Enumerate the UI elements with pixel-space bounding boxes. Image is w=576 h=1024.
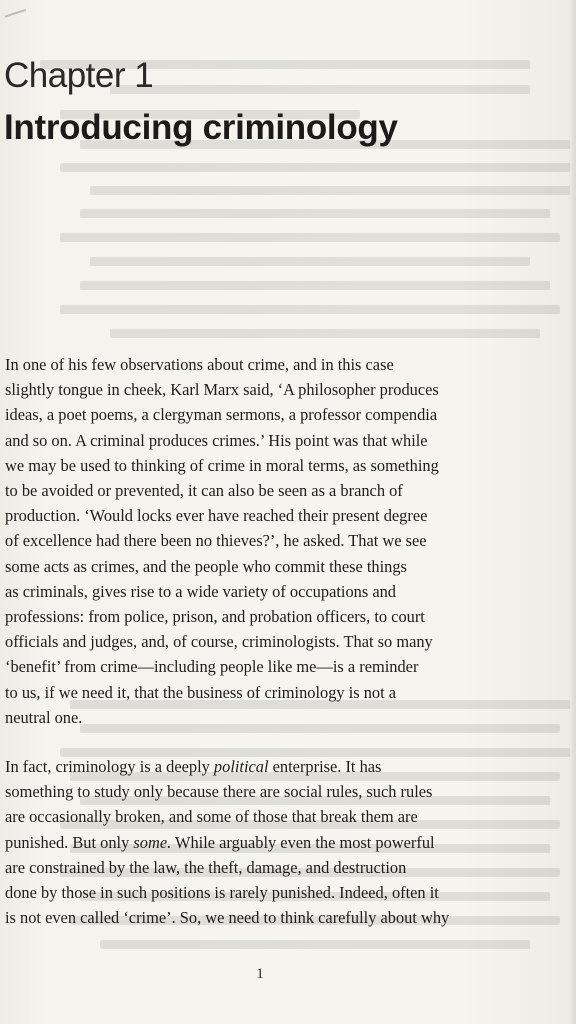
text-line	[5, 402, 511, 427]
show-through-line	[90, 257, 530, 266]
text-line	[5, 579, 511, 604]
show-through-line	[60, 305, 560, 314]
show-through-line	[100, 940, 530, 949]
text-line	[5, 428, 511, 453]
corner-mark	[5, 9, 30, 27]
text-line	[5, 478, 511, 503]
text-run: is not even called ‘crime’. So, we need to think carefully about why	[5, 908, 450, 928]
text-line	[5, 629, 511, 654]
text-run: are constrained by the law, the theft, damage, and destruction	[5, 857, 407, 877]
text-run: done by those in such positions is rarely punished. Indeed, often it	[5, 883, 439, 903]
text-line	[5, 528, 511, 553]
text-run: are occasionally broken, and some of those that break them are	[5, 807, 418, 827]
show-through-line	[90, 186, 570, 195]
show-through-line	[110, 85, 530, 94]
text-run: slightly tongue in cheek, Karl Marx said, ‘A philosopher produces	[5, 380, 439, 400]
text-run: neutral one.	[5, 707, 83, 727]
text-run: In fact, criminology is a deeply	[5, 757, 214, 776]
text-run: of excellence had there been no thieves?’, he asked. That we see	[5, 531, 427, 551]
text-run: some acts as crimes, and the people who commit these things	[5, 556, 407, 576]
text-run: we may be used to thinking of crime in moral terms, as something	[5, 455, 439, 475]
text-run: enterprise. It has	[268, 757, 382, 776]
show-through-line	[80, 209, 550, 218]
italic-run: some.	[133, 832, 172, 852]
text-line	[5, 855, 511, 880]
italic-run: political	[213, 757, 269, 776]
text-run: punished. But only	[5, 832, 134, 852]
show-through-line	[80, 281, 550, 290]
show-through-line	[60, 163, 570, 172]
show-through-line	[60, 233, 560, 242]
text-run: While arguably even the most powerful	[171, 832, 435, 852]
text-run: as criminals, gives rise to a wide variety of occupations and	[5, 581, 396, 601]
text-line	[5, 779, 511, 804]
text-line	[5, 377, 511, 402]
text-run: to us, if we need it, that the business of criminology is not a	[5, 682, 397, 702]
text-run: something to study only because there are social rules, such rules	[5, 782, 433, 802]
text-run: ‘benefit’ from crime—including people like me—is a reminder	[5, 657, 419, 677]
text-run: and so on. A criminal produces crimes.’ His point was that while	[5, 430, 428, 450]
paragraph-1	[5, 352, 511, 730]
chapter-title: Introducing criminology	[4, 108, 398, 147]
text-line	[5, 754, 511, 779]
text-line	[5, 352, 511, 377]
text-run: In one of his few observations about crime, and in this case	[5, 355, 394, 374]
text-line	[5, 680, 511, 705]
text-line	[5, 604, 511, 629]
text-line	[5, 503, 511, 528]
page-edge-shadow	[568, 0, 576, 1024]
text-line	[5, 804, 511, 829]
chapter-label: Chapter 1	[4, 56, 154, 95]
text-line	[5, 705, 511, 730]
text-line	[5, 880, 511, 905]
text-run: production. ‘Would locks ever have reached their present degree	[5, 506, 428, 526]
paragraph-2	[5, 754, 511, 930]
page-number: 1	[256, 966, 264, 982]
text-line	[5, 830, 511, 855]
text-run: professions: from police, prison, and probation officers, to court	[5, 607, 425, 627]
text-line	[5, 654, 511, 679]
show-through-line	[110, 329, 540, 338]
text-run: ideas, a poet poems, a clergyman sermons, a professor compendia	[5, 405, 438, 425]
text-run: officials and judges, and, of course, criminologists. That so many	[5, 632, 433, 652]
text-run: to be avoided or prevented, it can also be seen as a branch of	[5, 481, 403, 501]
text-line	[5, 554, 511, 579]
text-line	[5, 453, 511, 478]
text-line	[5, 905, 511, 930]
